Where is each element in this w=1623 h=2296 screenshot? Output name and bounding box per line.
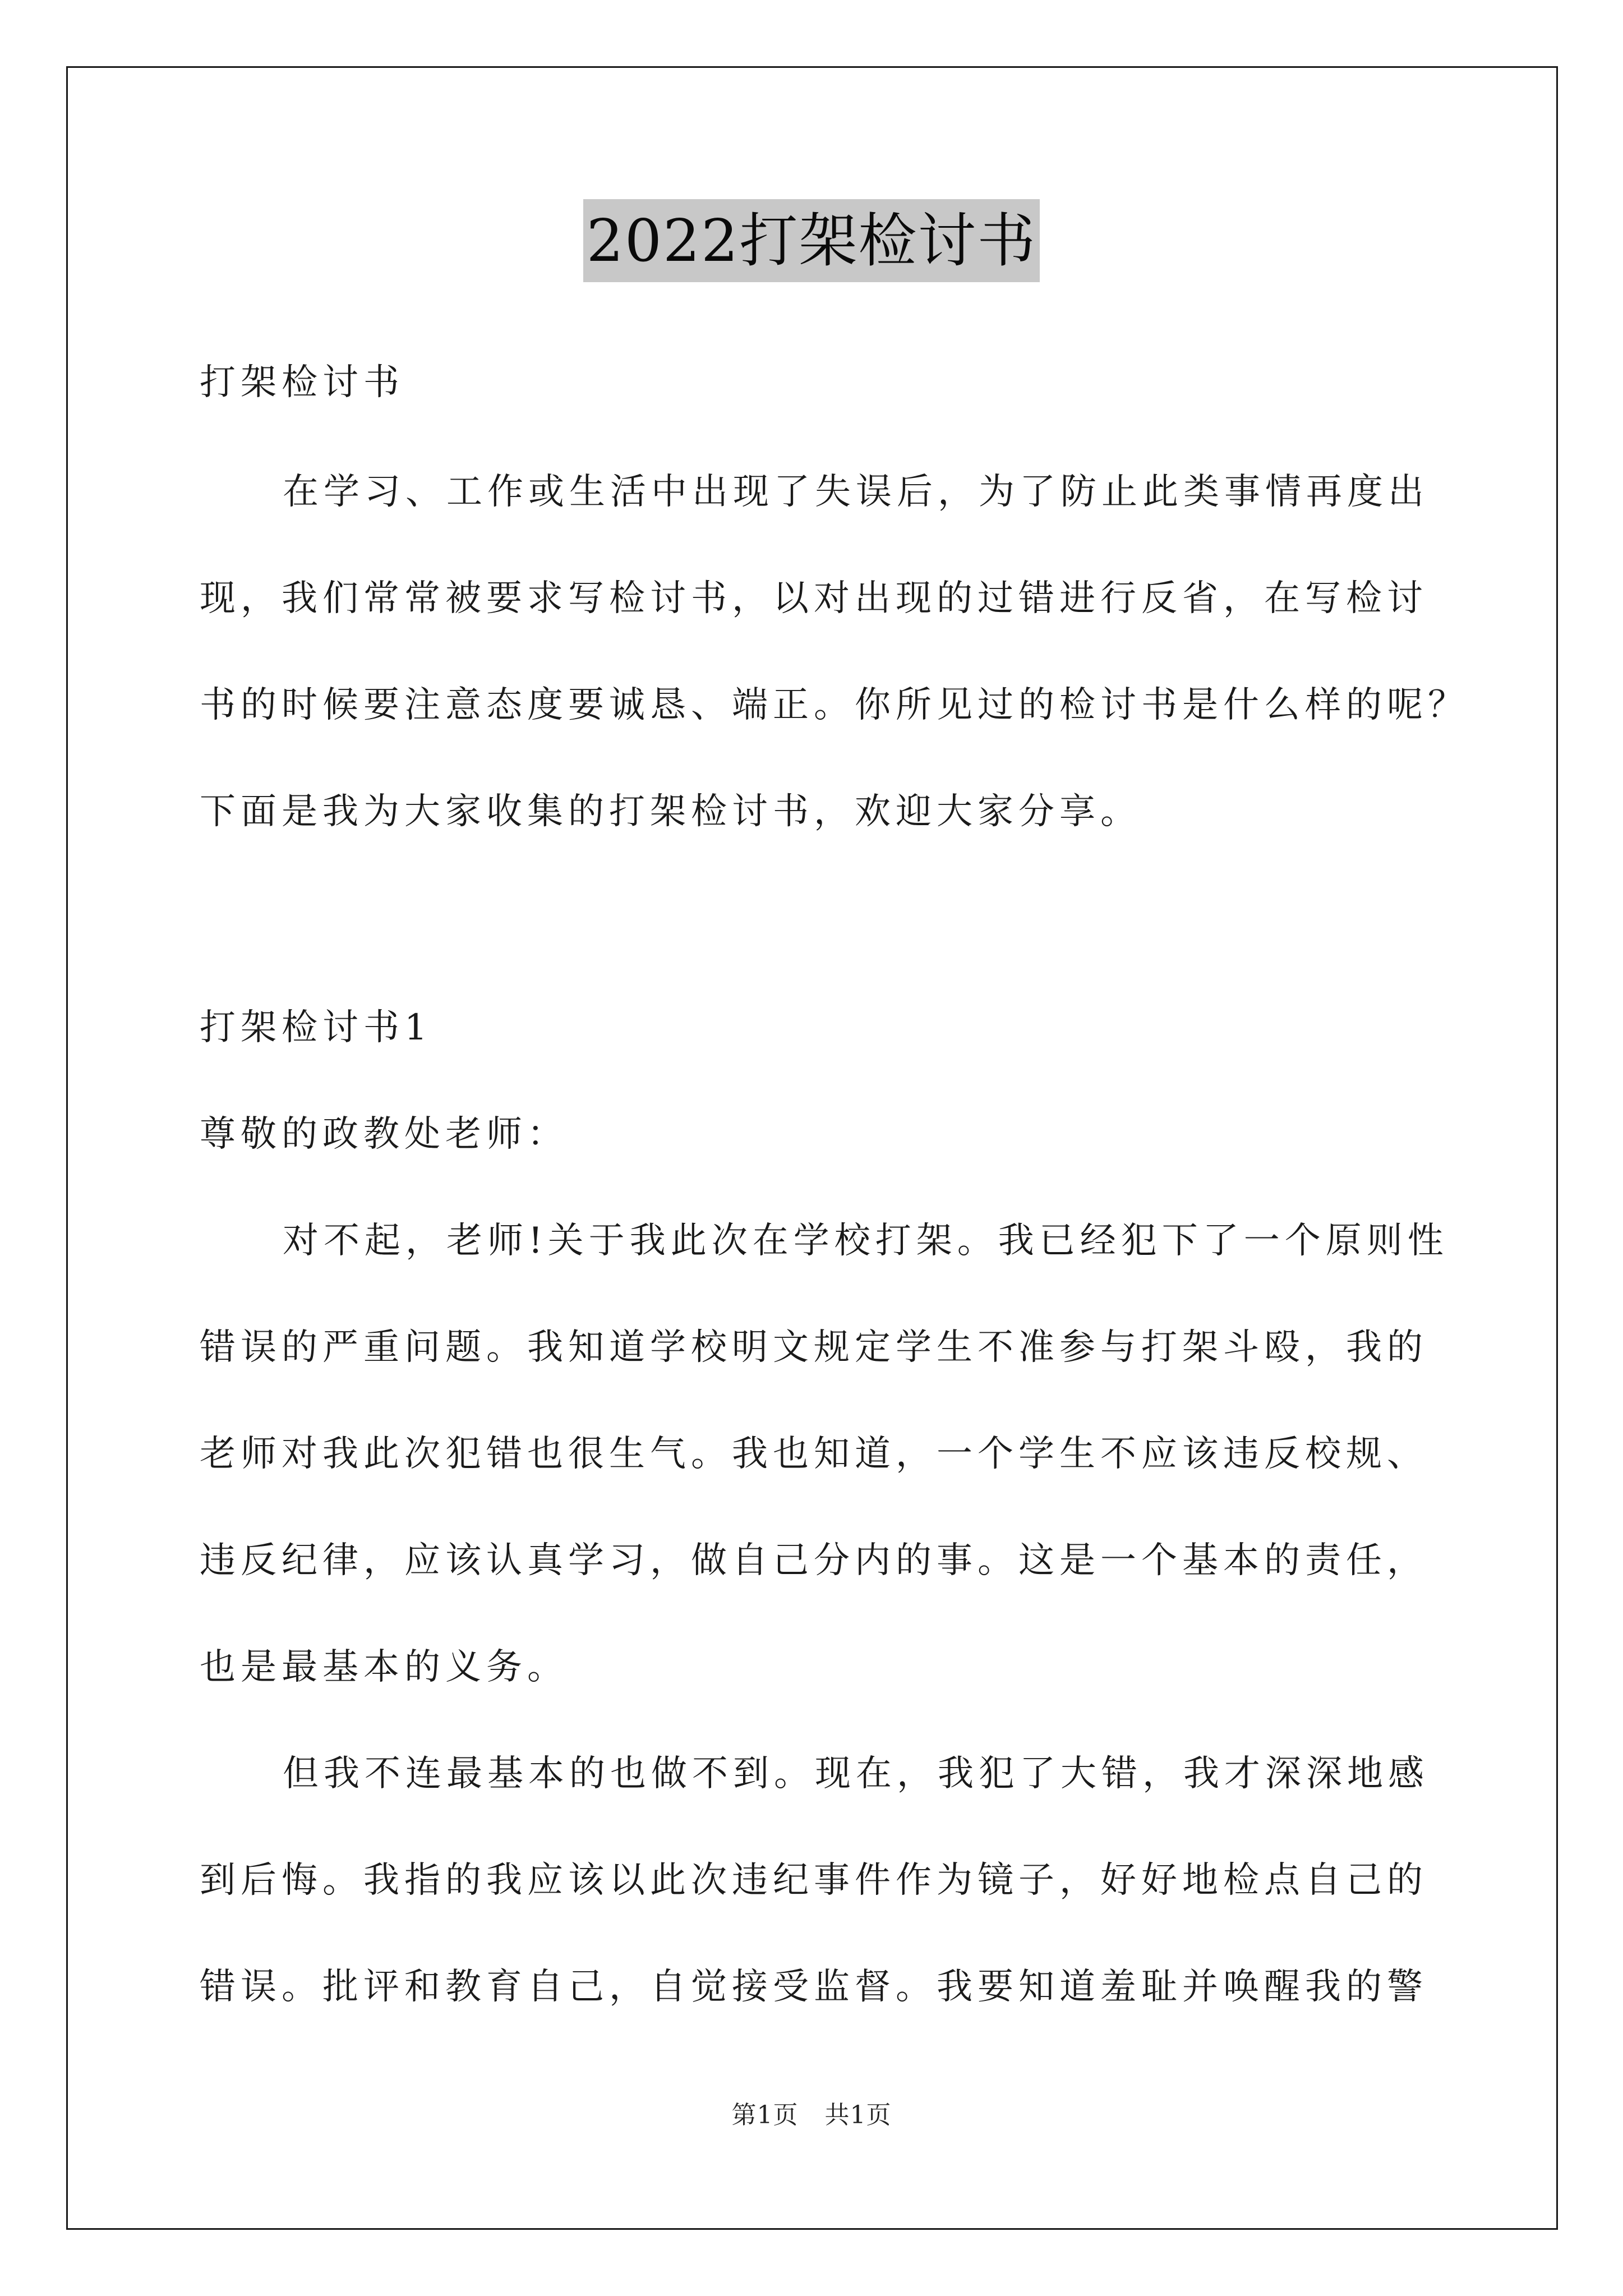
- heading-main: 打架检讨书: [200, 362, 404, 403]
- heading-section-1: 打架检讨书1: [200, 1007, 432, 1048]
- title-container: [0, 199, 1623, 282]
- intro-line: 书的时候要注意态度要诚恳、端正。你所见过的检讨书是什么样的呢？: [200, 684, 1469, 726]
- salutation: 尊敬的政教处老师：: [200, 1114, 568, 1155]
- para1-line: 违反纪律，应该认真学习，做自己分内的事。这是一个基本的责任，: [200, 1540, 1428, 1581]
- page-footer: [0, 2095, 1623, 2131]
- para1-line: 也是最基本的义务。: [200, 1646, 568, 1688]
- page-number-total: 共1页: [824, 2101, 892, 2129]
- para2-line: 到后悔。我指的我应该以此次违纪事件作为镜子，好好地检点自己的: [200, 1860, 1428, 1901]
- intro-line: 现，我们常常被要求写检讨书，以对出现的过错进行反省，在写检讨: [200, 578, 1428, 619]
- intro-line: 下面是我为大家收集的打架检讨书，欢迎大家分享。: [200, 791, 1141, 832]
- page-number-current: 第1页: [731, 2101, 799, 2129]
- document-title: 2022打架检讨书: [583, 199, 1040, 282]
- para1-line: 错误的严重问题。我知道学校明文规定学生不准参与打架斗殴，我的: [200, 1327, 1428, 1368]
- intro-line: 在学习、工作或生活中出现了失误后，为了防止此类事情再度出: [283, 471, 1429, 513]
- para2-line: 错误。批评和教育自己，自觉接受监督。我要知道羞耻并唤醒我的警: [200, 1966, 1428, 2008]
- para2-line: 但我不连最基本的也做不到。现在，我犯了大错，我才深深地感: [283, 1753, 1429, 1795]
- para1-line: 老师对我此次犯错也很生气。我也知道，一个学生不应该违反校规、: [200, 1433, 1428, 1475]
- para1-line: 对不起，老师!关于我此次在学校打架。我已经犯下了一个原则性: [283, 1220, 1449, 1262]
